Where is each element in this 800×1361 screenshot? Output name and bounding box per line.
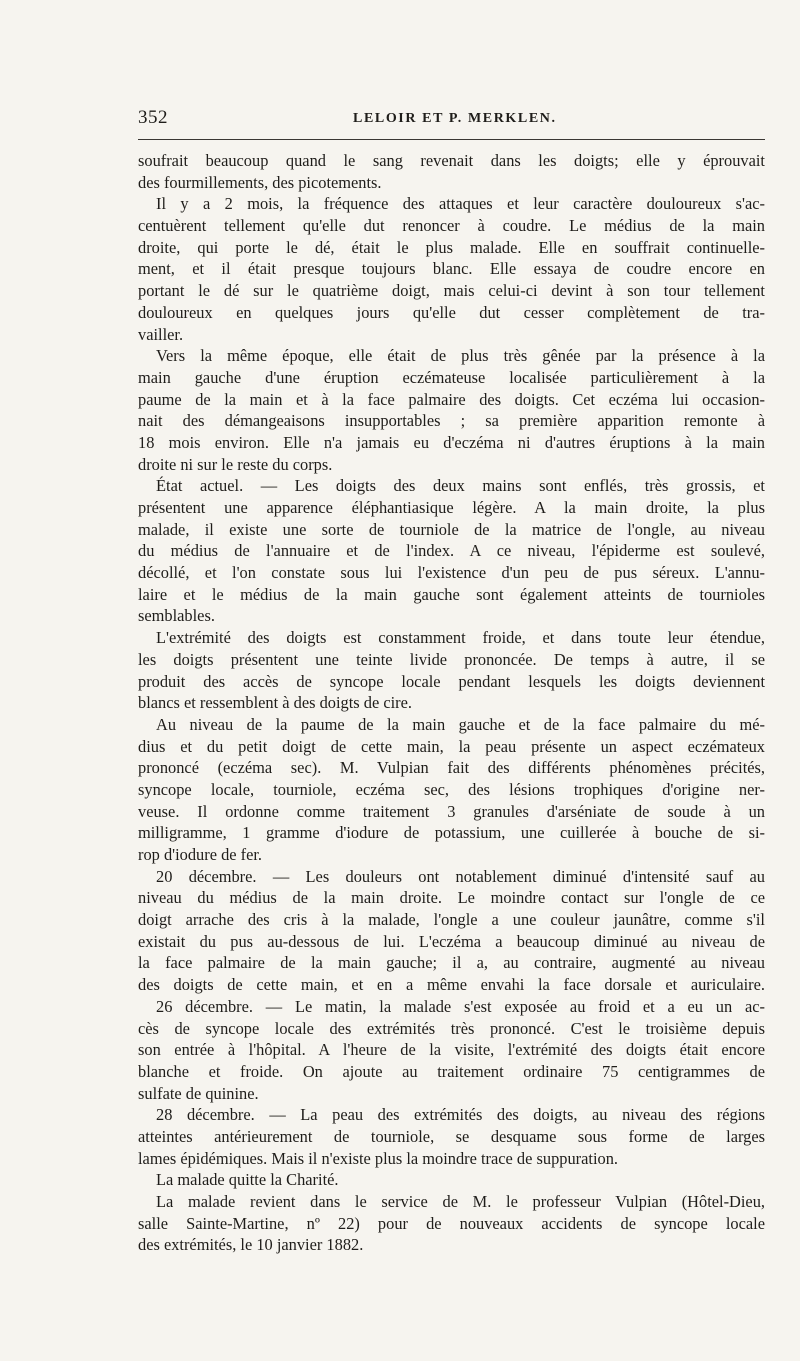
- text-line: Il y a 2 mois, la fréquence des attaques et leur caractère douloureux s'ac-: [156, 194, 765, 214]
- text-line: des extrémités, le 10 janvier 1882.: [138, 1235, 364, 1255]
- text-line: existait du pus au-dessous de lui. L'eczéma a beaucoup diminué au niveau de: [138, 931, 765, 951]
- text-line: vailler.: [138, 324, 184, 344]
- text-line: La malade quitte la Charité.: [156, 1170, 339, 1190]
- text-line: rop d'iodure de fer.: [138, 845, 263, 864]
- text-line: sulfate de quinine.: [138, 1083, 259, 1103]
- text-line: blanche et froide. On ajoute au traitement ordinaire 75 centigrammes de: [138, 1061, 765, 1081]
- text-line: des fourmillements, des picotements.: [138, 172, 382, 192]
- text-line: syncope locale, tourniole, eczéma sec, des lésions trophiques d'origine ner-: [138, 779, 765, 799]
- text-line: 28 décembre. — La peau des extrémités des doigts, au niveau des régions: [156, 1105, 765, 1125]
- text-line: centuèrent tellement qu'elle dut renoncer à coudre. Le médius de la main: [138, 216, 765, 236]
- header-rule: [138, 139, 765, 140]
- header-title: LELOIR ET P. MERKLEN.: [353, 111, 557, 126]
- text-line: blancs et ressemblent à des doigts de cire.: [138, 693, 412, 713]
- running-head: [138, 107, 765, 129]
- text-line: semblables.: [138, 606, 215, 626]
- text-line: malade, il existe une sorte de tourniole de la matrice de l'ongle, au niveau: [138, 519, 765, 539]
- text-line: 18 mois environ. Elle n'a jamais eu d'eczéma ni d'autres éruptions à la main: [138, 432, 765, 452]
- text-line: portant le dé sur le quatrième doigt, mais celui-ci devint à son tour tellement: [138, 281, 765, 301]
- text-line: droite ni sur le reste du corps.: [138, 454, 333, 474]
- text-line: présentent une apparence éléphantiasique légère. A la main droite, la plus: [138, 498, 765, 517]
- text-line: ment, et il était presque toujours blanc. Elle essaya de coudre encore en: [138, 259, 765, 279]
- text-line: prononcé (eczéma sec). M. Vulpian fait des différents phénomènes précités,: [138, 758, 765, 778]
- text-line: L'extrémité des doigts est constamment froide, et dans toute leur étendue,: [156, 628, 765, 648]
- text-line: douloureux en quelques jours qu'elle dut cesser complètement de tra-: [138, 302, 765, 322]
- text-line: décollé, et l'on constate sous lui l'existence d'un peu de pus séreux. L'annu-: [138, 563, 765, 583]
- text-line: dius et du petit doigt de cette main, la peau présente un aspect eczémateux: [138, 736, 765, 756]
- body-text: [138, 150, 765, 1256]
- text-line: soufrait beaucoup quand le sang revenait dans les doigts; elle y éprouvait: [138, 151, 765, 170]
- text-line: niveau du médius de la main droite. Le moindre contact sur l'ongle de ce: [138, 888, 765, 908]
- text-line: des doigts de cette main, et en a même envahi la face dorsale et auriculaire.: [138, 975, 765, 995]
- page-number: 352: [138, 107, 168, 128]
- text-line: produit des accès de syncope locale pendant lesquels les doigts deviennent: [138, 671, 765, 691]
- text-line: cès de syncope locale des extrémités très prononcé. C'est le troisième depuis: [138, 1018, 765, 1038]
- text-line: lames épidémiques. Mais il n'existe plus la moindre trace de suppuration.: [138, 1148, 618, 1168]
- text-line: milligramme, 1 gramme d'iodure de potassium, une cuillerée à bouche de si-: [138, 823, 765, 843]
- text-line: salle Sainte-Martine, nº 22) pour de nouveaux accidents de syncope locale: [138, 1213, 765, 1233]
- text-line: atteintes antérieurement de tourniole, se desquame sous forme de larges: [138, 1126, 765, 1146]
- text-line: État actuel. — Les doigts des deux mains sont enflés, très grossis, et: [156, 476, 765, 496]
- text-line: veuse. Il ordonne comme traitement 3 granules d'arséniate de soude à un: [138, 801, 765, 821]
- text-line: laire et le médius de la main gauche sont également atteints de tournioles: [138, 584, 765, 604]
- text-line: droite, qui porte le dé, était le plus malade. Elle en souffrait continuelle-: [138, 237, 765, 257]
- text-line: la face palmaire de la main gauche; il a, au contraire, augmenté au niveau: [138, 953, 765, 973]
- text-line: les doigts présentent une teinte livide prononcée. De temps à autre, il se: [138, 649, 765, 669]
- text-line: nait des démangeaisons insupportables ; sa première apparition remonte à: [138, 411, 765, 431]
- text-line: paume de la main et à la face palmaire des doigts. Cet eczéma lui occasion-: [138, 389, 765, 409]
- text-line: 26 décembre. — Le matin, la malade s'est exposée au froid et a eu un ac-: [156, 996, 765, 1016]
- text-line: Vers la même époque, elle était de plus très gênée par la présence à la: [156, 346, 765, 366]
- text-line: Au niveau de la paume de la main gauche et de la face palmaire du mé-: [156, 714, 765, 734]
- text-line: doigt arrache des cris à la malade, l'ongle a une couleur jaunâtre, comme s'il: [138, 910, 765, 930]
- text-line: du médius de l'annuaire et de l'index. A ce niveau, l'épiderme est soulevé,: [138, 541, 765, 561]
- text-line: 20 décembre. — Les douleurs ont notablement diminué d'intensité sauf au: [156, 866, 765, 886]
- text-line: son entrée à l'hôpital. A l'heure de la visite, l'extrémité des doigts était encore: [138, 1040, 765, 1060]
- text-line: La malade revient dans le service de M. le professeur Vulpian (Hôtel-Dieu,: [156, 1192, 765, 1211]
- text-line: main gauche d'une éruption eczémateuse localisée particulièrement à la: [138, 367, 765, 387]
